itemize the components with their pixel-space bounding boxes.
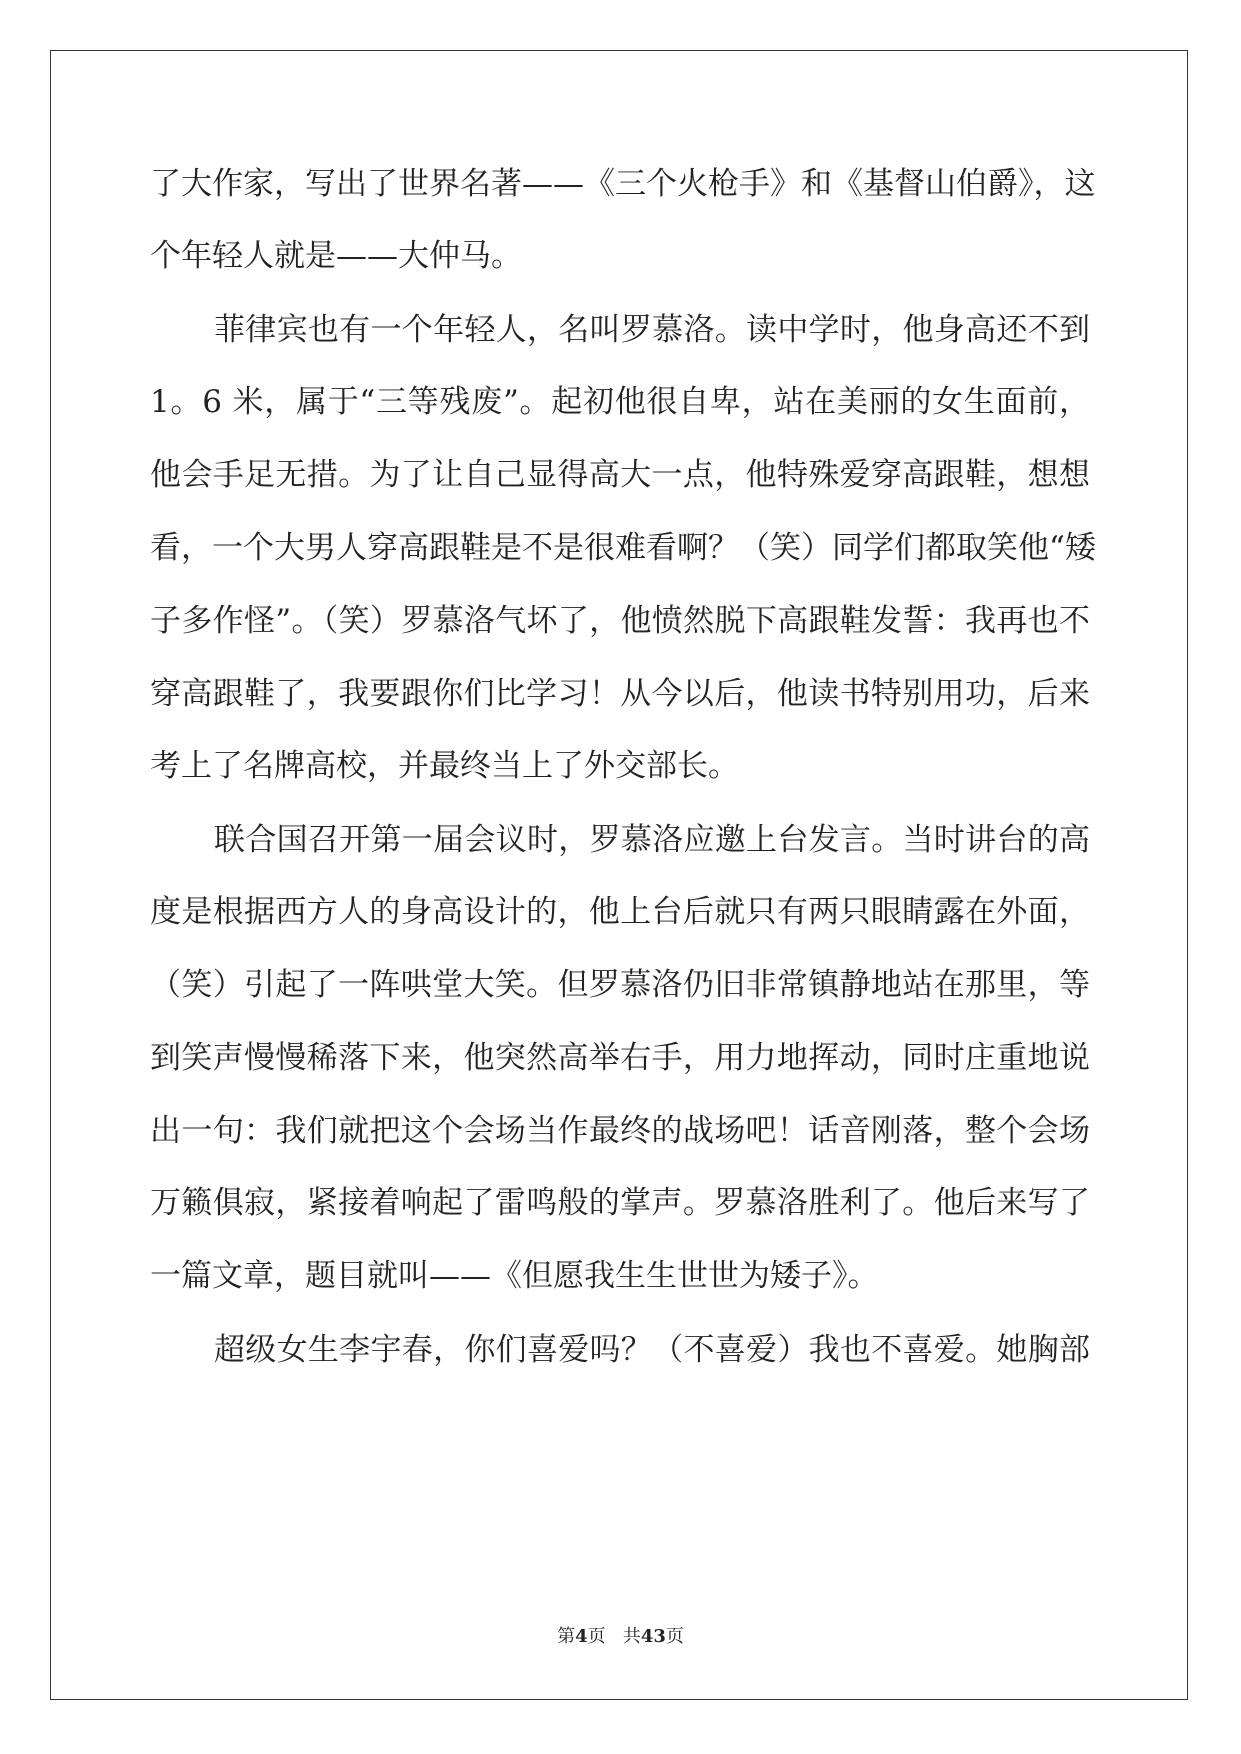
text-line: （笑）引起了一阵哄堂大笑。但罗慕洛仍旧非常镇静地站在那里，等 <box>150 967 1090 1003</box>
text-line: 个年轻人就是——大仲马。 <box>150 238 522 274</box>
footer-prefix: 第 <box>557 1626 576 1647</box>
text-line: 了大作家，写出了世界名著——《三个火枪手》和《基督山伯爵》，这 <box>150 166 1096 202</box>
text-line: 一篇文章，题目就叫——《但愿我生生世世为矮子》。 <box>150 1258 879 1294</box>
text-line: 子多作怪”。（笑）罗慕洛气坏了，他愤然脱下高跟鞋发誓：我再也不 <box>150 603 1090 639</box>
footer-total-prefix: 共 <box>622 1626 641 1647</box>
page-border <box>50 50 1188 1700</box>
text-line: 穿高跟鞋了，我要跟你们比学习！从今以后，他读书特别用功，后来 <box>150 676 1090 712</box>
text-line: 1。6 米，属于“三等残废”。起初他很自卑，站在美丽的女生面前， <box>150 384 1090 420</box>
text-line: 出一句：我们就把这个会场当作最终的战场吧！话音刚落，整个会场 <box>150 1113 1090 1149</box>
text-line: 看，一个大男人穿高跟鞋是不是很难看啊？（笑）同学们都取笑他“矮 <box>150 530 1096 566</box>
paragraph-start-line: 超级女生李宇春，你们喜爱吗？（不喜爱）我也不喜爱。她胸部 <box>214 1332 1090 1368</box>
paragraph-start-line: 菲律宾也有一个年轻人，名叫罗慕洛。读中学时，他身高还不到 <box>214 312 1090 348</box>
text-line: 到笑声慢慢稀落下来，他突然高举右手，用力地挥动，同时庄重地说 <box>150 1040 1090 1076</box>
paragraph-start-line: 联合国召开第一届会议时，罗慕洛应邀上台发言。当时讲台的高 <box>214 822 1090 858</box>
text-line: 度是根据西方人的身高设计的，他上台后就只有两只眼睛露在外面， <box>150 894 1090 930</box>
page-number: 4 <box>575 1626 588 1647</box>
text-line: 他会手足无措。为了让自己显得高大一点，他特殊爱穿高跟鞋，想想 <box>150 457 1090 493</box>
page-footer <box>0 1622 1241 1648</box>
text-line: 万籁俱寂，紧接着响起了雷鸣般的掌声。罗慕洛胜利了。他后来写了 <box>150 1185 1090 1221</box>
footer-page-suffix: 页 <box>587 1626 606 1647</box>
total-pages: 43 <box>640 1626 666 1647</box>
footer-total-suffix: 页 <box>665 1626 684 1647</box>
text-line: 考上了名牌高校，并最终当上了外交部长。 <box>150 748 739 784</box>
